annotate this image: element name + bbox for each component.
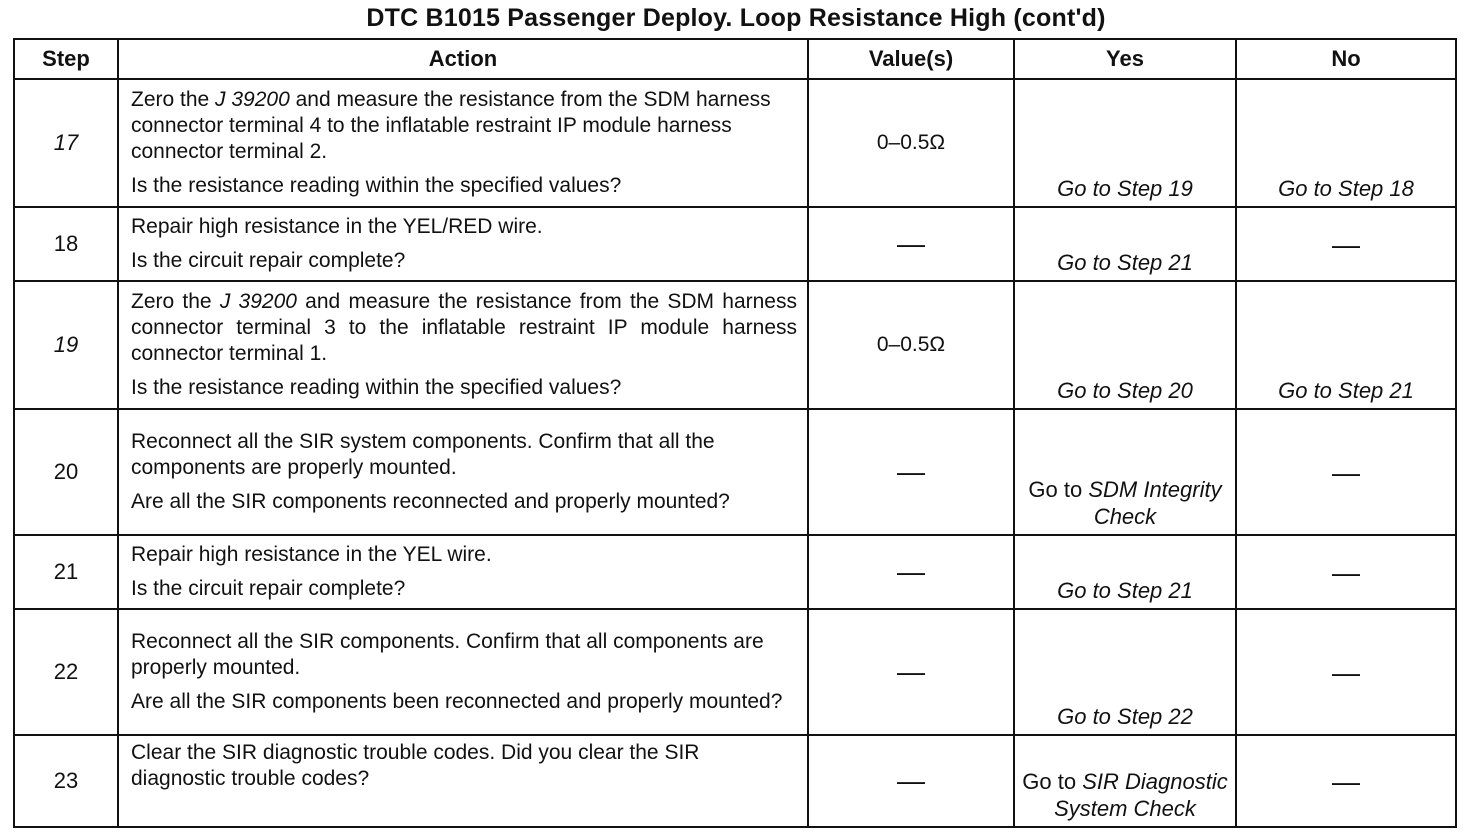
action-text: Clear the SIR diagnostic trouble codes. Did you clear the SIR diagnostic trouble codes? [131,741,700,790]
value-cell: 0–0.5Ω [808,281,1014,409]
table-header-row [14,39,1456,79]
step-number: 18 [14,207,118,281]
page-title: DTC B1015 Passenger Deploy. Loop Resistance High (cont'd) [366,4,1106,32]
action-question: Are all the SIR components been reconnected and properly mounted? [131,689,783,713]
action-cell [118,735,808,827]
action-cell [118,609,808,735]
step-number: 19 [14,281,118,409]
action-text: Repair high resistance in the YEL wire. [131,542,492,566]
sir-diagnostic-system-check-link[interactable]: SIR Diagnostic System Check [1054,769,1228,821]
yes-link[interactable]: Go to SIR Diagnostic System Check [1014,735,1236,827]
value-cell: — [808,207,1014,281]
value-cell: — [808,609,1014,735]
column-header-step: Step [14,39,118,79]
step-number: 22 [14,609,118,735]
table-row [14,207,1456,281]
action-cell [118,409,808,535]
action-question: Is the resistance reading within the specified values? [131,173,622,197]
action-text: Repair high resistance in the YEL/RED wire. [131,214,543,238]
tool-name: J 39200 [219,289,297,313]
table-row [14,735,1456,827]
action-text: Zero the J 39200 and measure the resistance from the SDM harness connector terminal 3 to the inflatable restraint IP module harness connector terminal 1. [131,289,797,365]
action-cell [118,79,808,207]
table-row [14,535,1456,609]
value-cell: — [808,409,1014,535]
yes-link[interactable]: Go to SDM Integrity Check [1014,409,1236,535]
sdm-integrity-check-link[interactable]: SDM Integrity Check [1088,477,1222,529]
value-cell: — [808,735,1014,827]
step-number: 21 [14,535,118,609]
no-link[interactable]: Go to Step 21 [1236,281,1456,409]
no-cell: — [1236,609,1456,735]
tool-name: J 39200 [215,87,290,111]
action-question: Is the circuit repair complete? [131,576,406,600]
no-cell: — [1236,535,1456,609]
table-row [14,79,1456,207]
action-text: Zero the J 39200 and measure the resistance from the SDM harness connector terminal 4 to the inflatable restraint IP module harness connector terminal 2. [131,87,771,163]
no-cell: — [1236,409,1456,535]
action-text: Reconnect all the SIR components. Confirm that all components are properly mounted. [131,629,764,679]
action-cell [118,535,808,609]
column-header-yes: Yes [1014,39,1236,79]
column-header-values: Value(s) [808,39,1014,79]
action-cell [118,281,808,409]
action-question: Is the circuit repair complete? [131,248,406,272]
action-question: Is the resistance reading within the specified values? [131,375,622,399]
no-cell: — [1236,735,1456,827]
yes-link[interactable]: Go to Step 20 [1014,281,1236,409]
yes-link[interactable]: Go to Step 21 [1014,535,1236,609]
yes-link[interactable]: Go to Step 19 [1014,79,1236,207]
step-number: 17 [14,79,118,207]
column-header-no: No [1236,39,1456,79]
diagnostic-table [13,38,1457,828]
action-question: Are all the SIR components reconnected and properly mounted? [131,489,730,513]
yes-link[interactable]: Go to Step 21 [1014,207,1236,281]
yes-link[interactable]: Go to Step 22 [1014,609,1236,735]
value-cell: — [808,535,1014,609]
step-number: 20 [14,409,118,535]
no-link[interactable]: Go to Step 18 [1236,79,1456,207]
action-text: Reconnect all the SIR system components. Confirm that all the components are properly mounted. [131,429,715,479]
column-header-action: Action [118,39,808,79]
value-cell: 0–0.5Ω [808,79,1014,207]
table-row [14,281,1456,409]
step-number: 23 [14,735,118,827]
action-cell [118,207,808,281]
table-row [14,609,1456,735]
table-row [14,409,1456,535]
no-cell: — [1236,207,1456,281]
